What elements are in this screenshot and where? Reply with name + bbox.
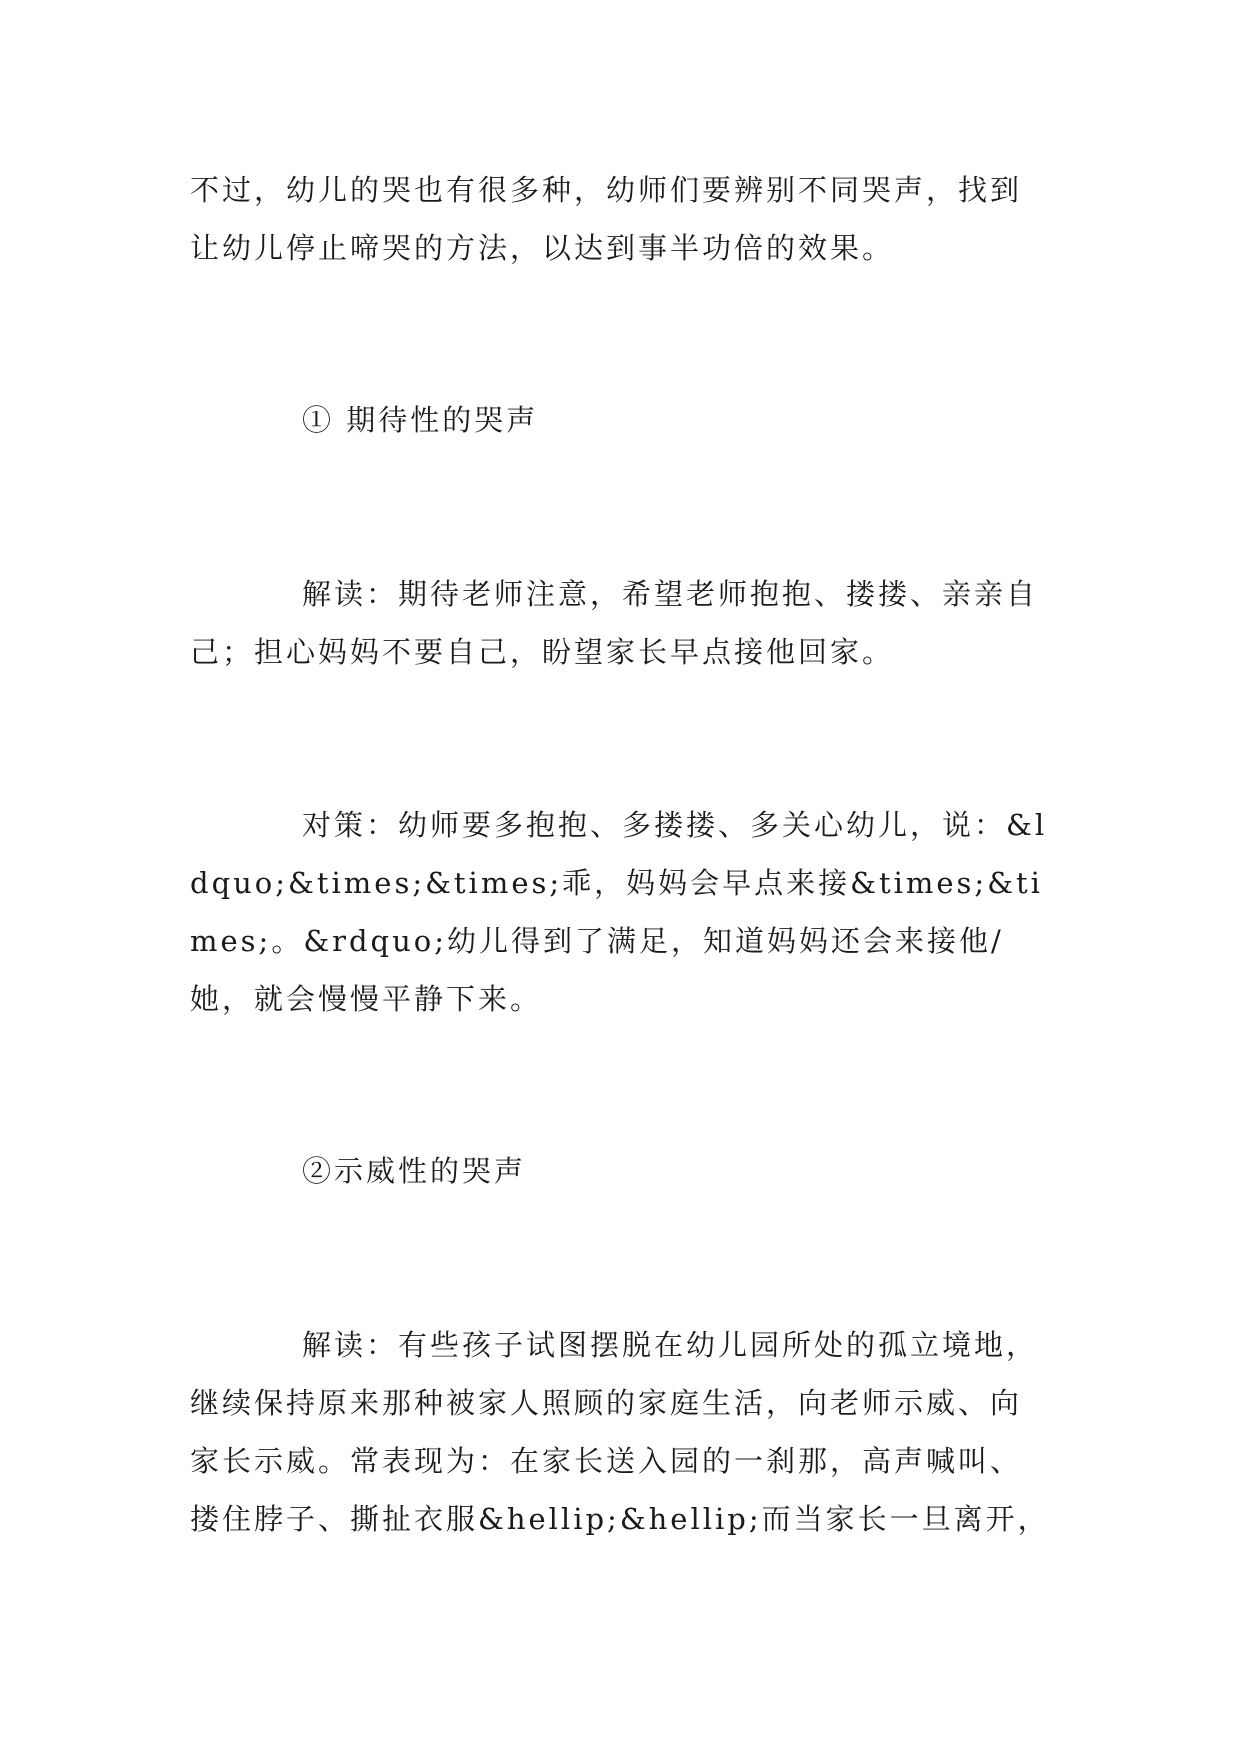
intro-paragraph: 不过，幼儿的哭也有很多种，幼师们要辨别不同哭声，找到让幼儿停止啼哭的方法，以达到事半功倍的效果。 xyxy=(190,173,1023,265)
section-heading-demonstrative-cry: ②示威性的哭声 xyxy=(302,1154,527,1188)
strategy-paragraph-1: 对策：幼师要多抱抱、多搂搂、多关心幼儿，说：&ldquo;&times;&times;乖，妈妈会早点来接&times;&times;。&rdquo;幼儿得到了满足，知道妈妈还会来接他/她，就会慢慢平静下来。 xyxy=(190,808,1048,1016)
interpretation-paragraph-2: 解读：有些孩子试图摆脱在幼儿园所处的孤立境地，继续保持原来那种被家人照顾的家庭生活，向老师示威、向家长示威。常表现为：在家长送入园的一刹那，高声喊叫、搂住脖子、撕扯衣服&hellip;&hellip;而当家长一旦离开， xyxy=(190,1328,1050,1536)
interpretation-paragraph-1: 解读：期待老师注意，希望老师抱抱、搂搂、亲亲自己；担心妈妈不要自己，盼望家长早点接他回家。 xyxy=(190,577,1039,669)
section-heading-expectant-cry: ① 期待性的哭声 xyxy=(302,403,539,437)
